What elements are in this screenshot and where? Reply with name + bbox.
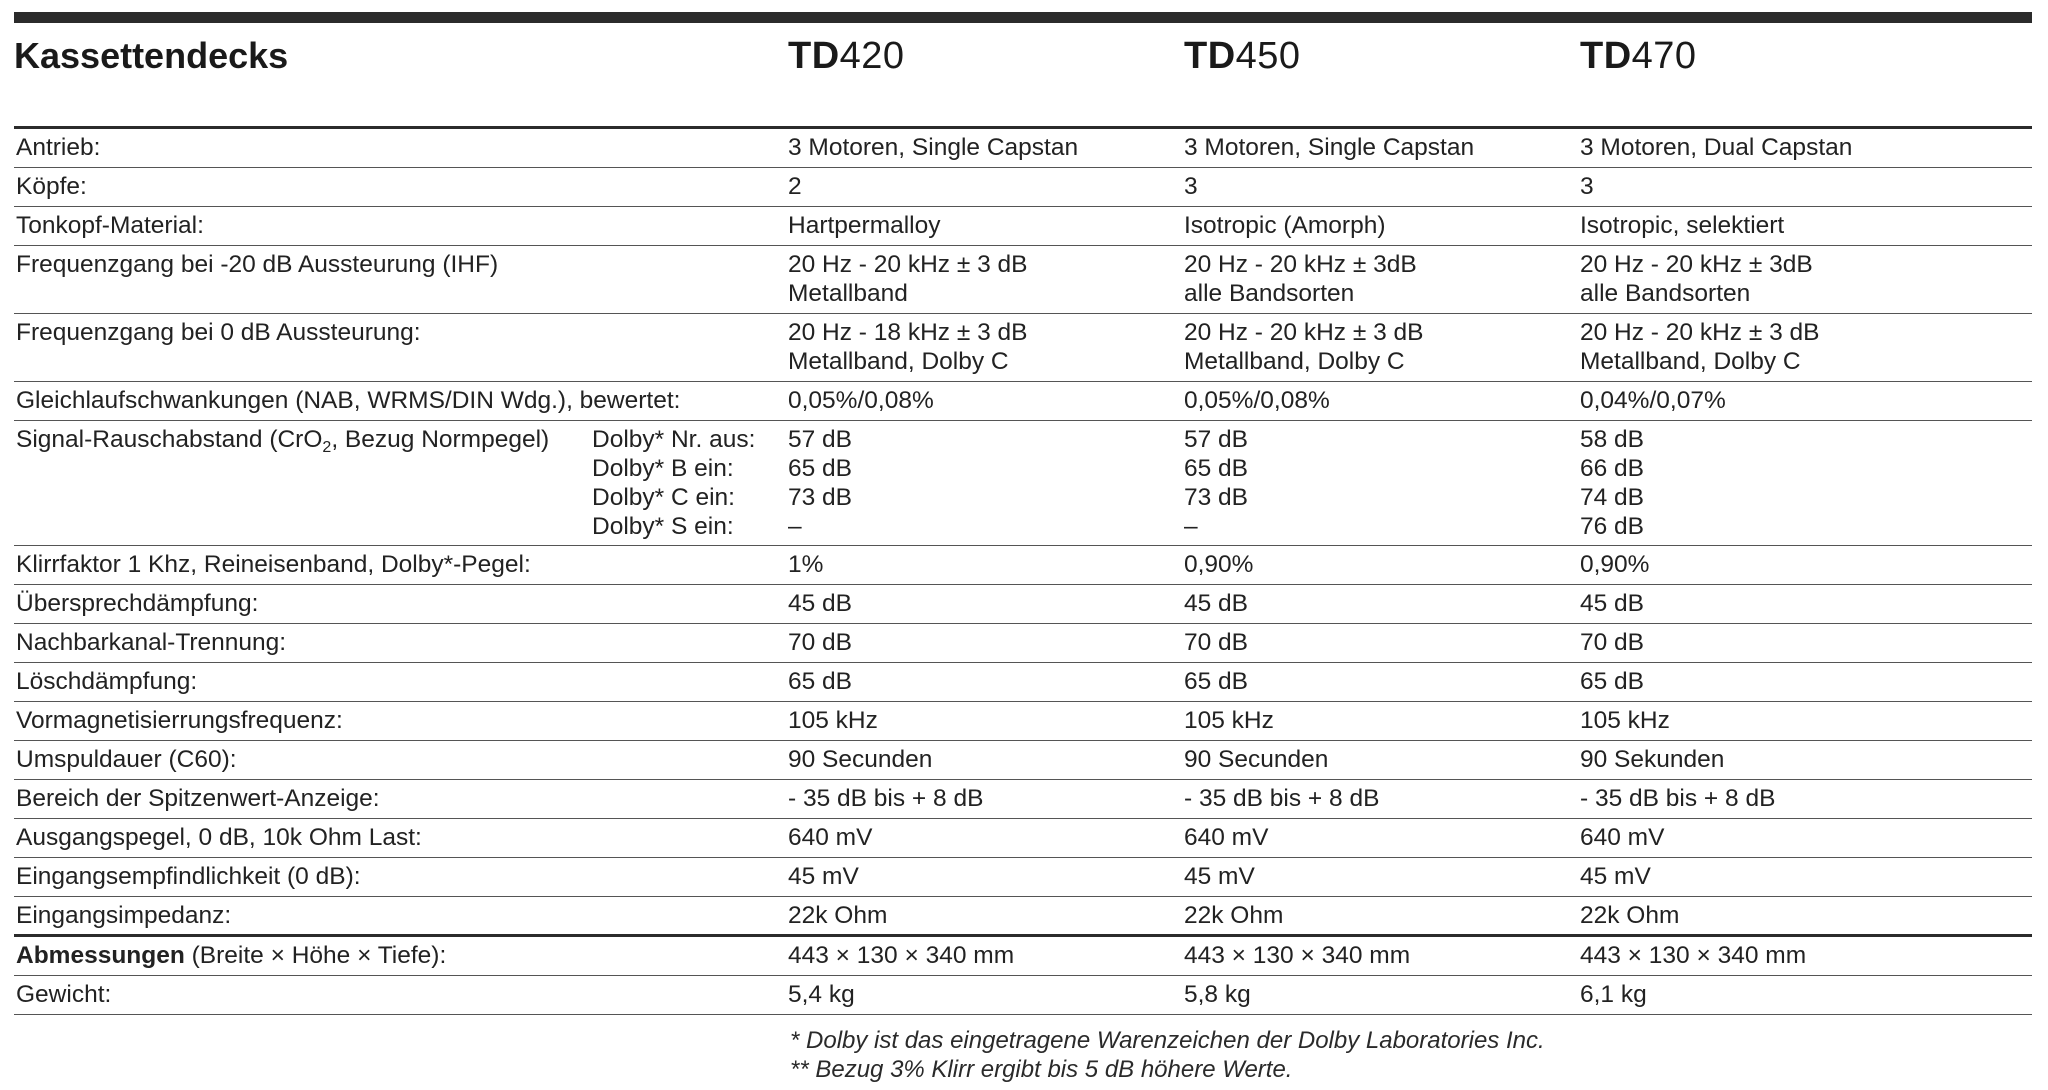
spec-row-gewicht — [14, 976, 2032, 1015]
value-td450: 20 Hz - 20 kHz ± 3 dB Metallband, Dolby C — [1184, 319, 1424, 375]
spec-row-antrieb — [14, 129, 2032, 168]
spec-row-umspuldauer — [14, 741, 2032, 780]
value-td420: 1% — [788, 551, 824, 578]
page-title: Kassettendecks — [14, 35, 289, 76]
row-label: Eingangsimpedanz: — [16, 902, 232, 929]
value-td420: 0,05%/0,08% — [788, 387, 934, 414]
value-td450: 3 — [1184, 173, 1198, 200]
value-td420: 65 dB — [788, 668, 853, 695]
spec-row-nachbarkanal — [14, 624, 2032, 663]
value-td470: 45 mV — [1580, 863, 1651, 890]
spec-row-frequenzgang-0db — [14, 314, 2032, 382]
value-td450: 443 × 130 × 340 mm — [1184, 942, 1411, 969]
row-label: Übersprechdämpfung: — [16, 590, 259, 617]
value-td470: 3 — [1580, 173, 1594, 200]
value-td470: 65 dB — [1580, 668, 1645, 695]
spec-row-gleichlauf — [14, 382, 2032, 421]
row-label: Eingangsempfindlichkeit (0 dB): — [16, 863, 361, 890]
value-td470: Isotropic, selektiert — [1580, 212, 1785, 239]
value-td420: 45 mV — [788, 863, 859, 890]
value-td450: 640 mV — [1184, 824, 1269, 851]
value-td450: - 35 dB bis + 8 dB — [1184, 785, 1380, 812]
spec-row-loeschdaempfung — [14, 663, 2032, 702]
footnote-dolby: * Dolby ist das eingetragene Warenzeichen der Dolby Laboratories Inc. — [790, 1027, 1545, 1054]
value-td470: 105 kHz — [1580, 707, 1670, 734]
table-header — [0, 30, 2048, 102]
top-rule — [14, 12, 2032, 23]
value-td470: - 35 dB bis + 8 dB — [1580, 785, 1776, 812]
value-td450: 22k Ohm — [1184, 902, 1284, 929]
row-label: Frequenzgang bei 0 dB Aussteurung: — [16, 319, 421, 346]
dolby-sublabels: Dolby* Nr. aus: Dolby* B ein: Dolby* C ein: Dolby* S ein: — [592, 426, 756, 540]
value-td420: 22k Ohm — [788, 902, 888, 929]
value-td420: 640 mV — [788, 824, 873, 851]
value-td420: 90 Secunden — [788, 746, 933, 773]
spec-table — [14, 129, 2032, 1015]
value-td470: 0,04%/0,07% — [1580, 387, 1726, 414]
value-td420: 5,4 kg — [788, 981, 855, 1008]
spec-row-eingangsimpedanz — [14, 897, 2032, 937]
row-label: Vormagnetisierrungsfrequenz: — [16, 707, 343, 734]
spec-row-koepfe — [14, 168, 2032, 207]
spec-row-abmessungen — [14, 937, 2032, 976]
value-td420: 45 dB — [788, 590, 853, 617]
spec-row-uebersprechdaempfung — [14, 585, 2032, 624]
row-label: Köpfe: — [16, 173, 87, 200]
value-td470: 6,1 kg — [1580, 981, 1647, 1008]
value-td470: 20 Hz - 20 kHz ± 3dB alle Bandsorten — [1580, 251, 1813, 307]
row-label: Bereich der Spitzenwert-Anzeige: — [16, 785, 380, 812]
value-td450: 5,8 kg — [1184, 981, 1251, 1008]
value-td470: 443 × 130 × 340 mm — [1580, 942, 1807, 969]
row-label: Ausgangspegel, 0 dB, 10k Ohm Last: — [16, 824, 422, 851]
value-td450: 45 dB — [1184, 590, 1249, 617]
spec-row-signal-rauschabstand — [14, 421, 2032, 546]
value-td470: 640 mV — [1580, 824, 1665, 851]
value-td470: 45 dB — [1580, 590, 1645, 617]
value-td420: 443 × 130 × 340 mm — [788, 942, 1015, 969]
row-label: Löschdämpfung: — [16, 668, 198, 695]
value-td420: - 35 dB bis + 8 dB — [788, 785, 984, 812]
value-td450: Isotropic (Amorph) — [1184, 212, 1386, 239]
row-label: Signal-Rauschabstand (CrO$_2$, Bezug Normpegel) — [16, 426, 550, 456]
row-label: Nachbarkanal-Trennung: — [16, 629, 287, 656]
model-heading-td450: TD450 — [1184, 35, 1301, 77]
spec-row-eingangsempfindlichkeit — [14, 858, 2032, 897]
value-td470: 58 dB 66 dB 74 dB 76 dB — [1580, 426, 1645, 540]
row-label: Antrieb: — [16, 134, 101, 161]
value-td470: 22k Ohm — [1580, 902, 1680, 929]
value-td420: 20 Hz - 18 kHz ± 3 dB Metallband, Dolby C — [788, 319, 1028, 375]
value-td450: 90 Secunden — [1184, 746, 1329, 773]
value-td450: 3 Motoren, Single Capstan — [1184, 134, 1475, 161]
value-td450: 45 mV — [1184, 863, 1255, 890]
model-heading-td470: TD470 — [1580, 35, 1697, 77]
value-td470: 0,90% — [1580, 551, 1650, 578]
row-label: Tonkopf-Material: — [16, 212, 204, 239]
value-td450: 0,90% — [1184, 551, 1254, 578]
row-label: Gewicht: — [16, 981, 112, 1008]
row-label: Gleichlaufschwankungen (NAB, WRMS/DIN Wdg.), bewertet: — [16, 387, 681, 414]
spec-row-ausgangspegel — [14, 819, 2032, 858]
value-td450: 65 dB — [1184, 668, 1249, 695]
value-td450: 70 dB — [1184, 629, 1249, 656]
value-td420: 57 dB 65 dB 73 dB – — [788, 426, 853, 540]
spec-row-vormagnetisierung — [14, 702, 2032, 741]
value-td420: 70 dB — [788, 629, 853, 656]
spec-row-klirrfaktor — [14, 546, 2032, 585]
row-label: Abmessungen (Breite × Höhe × Tiefe): — [16, 942, 447, 969]
value-td470: 20 Hz - 20 kHz ± 3 dB Metallband, Dolby C — [1580, 319, 1820, 375]
value-td420: 20 Hz - 20 kHz ± 3 dB Metallband — [788, 251, 1028, 307]
value-td450: 20 Hz - 20 kHz ± 3dB alle Bandsorten — [1184, 251, 1417, 307]
value-td420: 105 kHz — [788, 707, 878, 734]
row-label: Frequenzgang bei -20 dB Aussteurung (IHF) — [16, 251, 499, 278]
spec-row-spitzenwert — [14, 780, 2032, 819]
value-td420: Hartpermalloy — [788, 212, 941, 239]
spec-row-frequenzgang-20db — [14, 246, 2032, 314]
footnote-klirr: ** Bezug 3% Klirr ergibt bis 5 dB höhere Werte. — [790, 1056, 1293, 1083]
spec-row-tonkopf-material — [14, 207, 2032, 246]
value-td450: 0,05%/0,08% — [1184, 387, 1330, 414]
value-td420: 2 — [788, 173, 802, 200]
value-td420: 3 Motoren, Single Capstan — [788, 134, 1079, 161]
value-td470: 3 Motoren, Dual Capstan — [1580, 134, 1853, 161]
value-td470: 90 Sekunden — [1580, 746, 1725, 773]
row-label: Klirrfaktor 1 Khz, Reineisenband, Dolby*-Pegel: — [16, 551, 531, 578]
model-heading-td420: TD420 — [788, 35, 905, 77]
value-td450: 57 dB 65 dB 73 dB – — [1184, 426, 1249, 540]
value-td450: 105 kHz — [1184, 707, 1274, 734]
row-label: Umspuldauer (C60): — [16, 746, 237, 773]
value-td470: 70 dB — [1580, 629, 1645, 656]
